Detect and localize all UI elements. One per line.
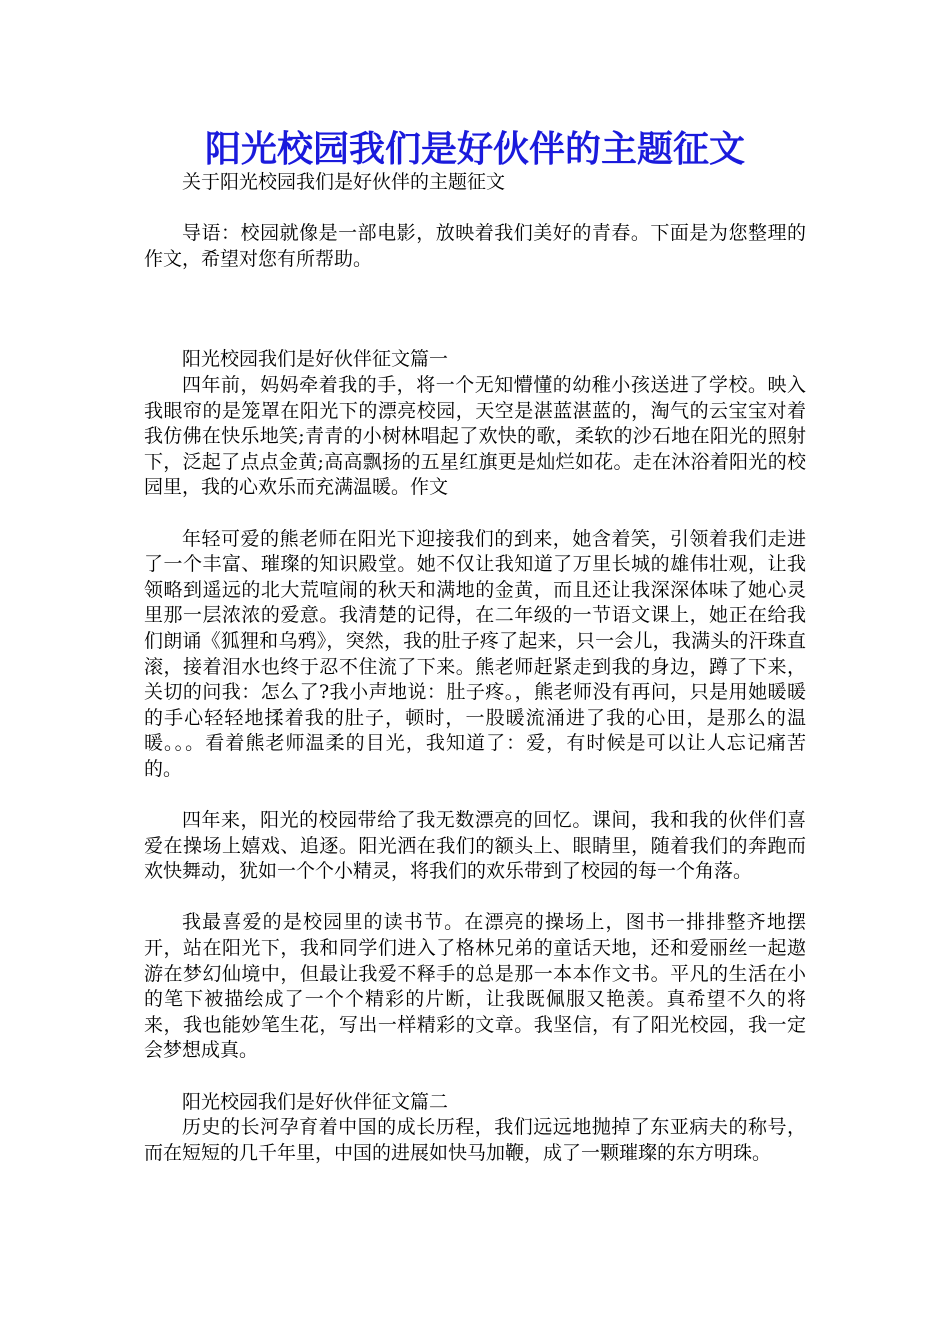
document-page: [144, 122, 806, 1166]
body-paragraph: 四年来，阳光的校园带给了我无数漂亮的回忆。课间，我和我的伙伴们喜爱在操场上嬉戏、追逐。阳光洒在我们的额头上、眼睛里，随着我们的奔跑而欢快舞动，犹如一个个小精灵，将我们的欢乐带到了校园的每一个角落。: [144, 809, 806, 883]
body-paragraph: 历史的长河孕育着中国的成长历程，我们远远地抛掉了东亚病夫的称号，而在短短的几千年里，中国的进展如快马加鞭，成了一颗璀璨的东方明珠。: [144, 1116, 806, 1164]
document-subtitle: 关于阳光校园我们是好伙伴的主题征文: [182, 171, 506, 193]
spacer: [144, 1064, 806, 1090]
spacer: [144, 501, 806, 527]
body-paragraph: 我最喜爱的是校园里的读书节。在漂亮的操场上，图书一排排整齐地摆开，站在阳光下，我和同学们进入了格林兄弟的童话天地，还和爱丽丝一起遨游在梦幻仙境中，但最让我爱不释手的总是那一本本作文书。平凡的生活在小的笔下被描绘成了一个个精彩的片断，让我既佩服又艳羡。真希望不久的将来，我也能妙笔生花，写出一样精彩的文章。我坚信，有了阳光校园，我一定会梦想成真。: [144, 911, 806, 1062]
spacer: [144, 272, 806, 323]
body-paragraph: 年轻可爱的熊老师在阳光下迎接我们的到来，她含着笑，引领着我们走进了一个丰富、璀璨的知识殿堂。她不仅让我知道了万里长城的雄伟壮观，让我领略到遥远的北大荒喧闹的秋天和满地的金黄，而且还让我深深体味了她心灵里那一层浓浓的爱意。我清楚的记得，在二年级的一节语文课上，她正在给我们朗诵《狐狸和乌鸦》，突然，我的肚子疼了起来，只一会儿，我满头的汗珠直滚，接着泪水也终于忍不住流了下来。熊老师赶紧走到我的身边，蹲了下来，关切的问我：怎么了?我小声地说：肚子疼。，熊老师没有再问，只是用她暖暖的手心轻轻地揉着我的肚子，顿时，一股暖流涌进了我的心田，是那么的温暖。。。看着熊老师温柔的目光，我知道了：爱，有时候是可以让人忘记痛苦的。: [144, 527, 806, 780]
spacer: [144, 323, 806, 347]
document-title: 阳光校园我们是好伙伴的主题征文: [204, 129, 745, 170]
spacer: [144, 782, 806, 808]
section-heading-1: 阳光校园我们是好伙伴征文篇一: [182, 348, 449, 371]
spacer: [144, 885, 806, 911]
spacer: [144, 196, 806, 222]
section-heading-2: 阳光校园我们是好伙伴征文篇二: [182, 1090, 449, 1113]
body-paragraph: 四年前，妈妈牵着我的手，将一个无知懵懂的幼稚小孩送进了学校。映入我眼帘的是笼罩在阳光下的漂亮校园，天空是湛蓝湛蓝的，淘气的云宝宝对着我仿佛在快乐地笑;青青的小树林唱起了欢快的歌，柔软的沙石地在阳光的照射下，泛起了点点金黄;高高飘扬的五星红旗更是灿烂如花。走在沐浴着阳光的校园里，我的心欢乐而充满温暖。作文: [144, 373, 806, 499]
intro-paragraph: 导语：校园就像是一部电影，放映着我们美好的青春。下面是为您整理的作文，希望对您有所帮助。: [144, 222, 806, 270]
